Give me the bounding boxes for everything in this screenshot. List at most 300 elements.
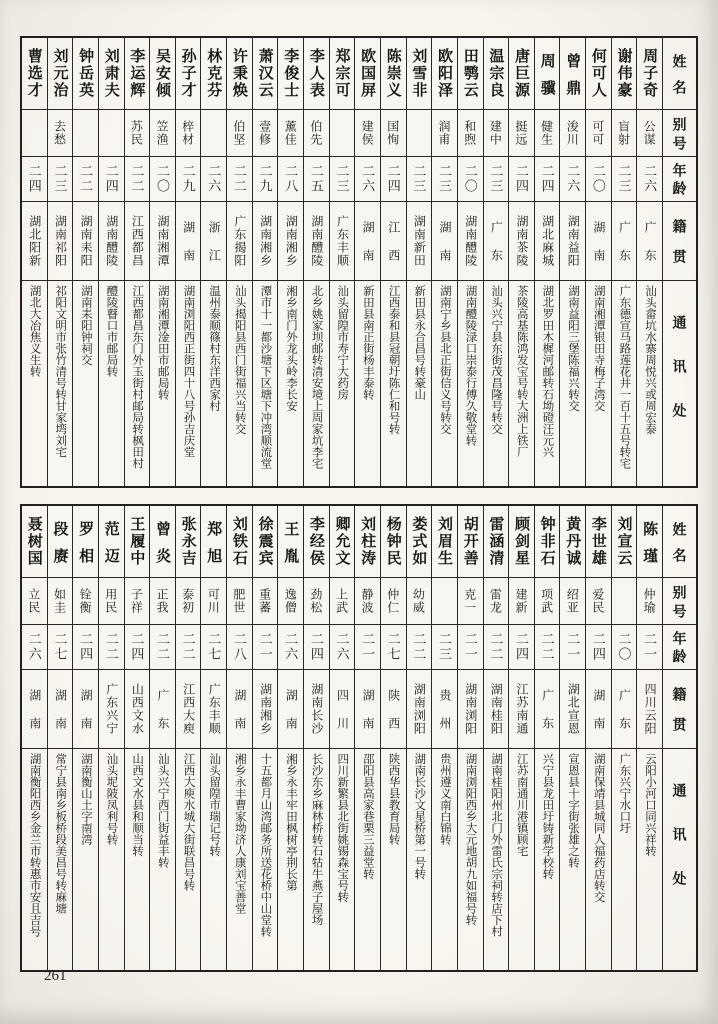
person-native-place: 湖南 bbox=[27, 689, 42, 745]
person-name: 刘雪非 bbox=[410, 48, 428, 99]
person-column bbox=[201, 38, 227, 486]
native-cell bbox=[381, 670, 406, 749]
person-address: 湖南湘潭淦田市邮局转 bbox=[156, 285, 169, 400]
address-cell bbox=[201, 749, 226, 970]
name-cell bbox=[355, 38, 380, 110]
person-alias: 国恂 bbox=[385, 120, 400, 146]
native-cell bbox=[176, 670, 201, 749]
age-cell bbox=[253, 625, 278, 670]
alias-cell bbox=[201, 578, 226, 625]
person-native-place: 广东兴宁 bbox=[104, 683, 119, 735]
age-cell bbox=[509, 157, 534, 202]
person-alias: 润甫 bbox=[437, 120, 452, 146]
address-cell bbox=[176, 749, 201, 970]
person-alias: 肥世 bbox=[231, 588, 246, 614]
address-cell bbox=[509, 749, 534, 970]
person-age: 二九 bbox=[180, 164, 196, 194]
name-cell bbox=[227, 506, 252, 578]
native-cell bbox=[612, 202, 637, 281]
person-address: 山西文水县和顺当转 bbox=[131, 753, 144, 857]
name-cell bbox=[176, 38, 201, 110]
person-name: 吴安倾 bbox=[154, 48, 171, 99]
person-address: 湘乡永丰曹家坳济人康刘宝善堂 bbox=[233, 753, 246, 914]
header-alias-label: 别号 bbox=[671, 584, 688, 623]
name-cell bbox=[355, 506, 380, 578]
person-age: 二一 bbox=[360, 632, 376, 662]
age-cell bbox=[150, 157, 175, 202]
person-name: 顾剑星 bbox=[512, 516, 530, 567]
address-cell bbox=[278, 281, 303, 486]
age-cell bbox=[125, 157, 150, 202]
age-cell bbox=[99, 625, 124, 670]
native-cell bbox=[22, 670, 47, 749]
age-cell bbox=[586, 157, 611, 202]
native-cell bbox=[407, 670, 432, 749]
person-alias: 笠渔 bbox=[155, 120, 169, 146]
person-native-place: 湖南醴陵 bbox=[463, 215, 478, 267]
person-age: 二四 bbox=[103, 164, 119, 194]
alias-cell bbox=[535, 110, 560, 157]
person-address: 醴陵瞽口市邮局转 bbox=[105, 285, 118, 377]
address-cell bbox=[73, 749, 98, 970]
person-column bbox=[99, 506, 125, 970]
person-native-place: 贵州 bbox=[438, 689, 453, 745]
header-age-label: 年龄 bbox=[671, 631, 688, 667]
age-cell bbox=[176, 625, 201, 670]
alias-cell bbox=[432, 110, 457, 157]
person-native-place: 湖南湘潭 bbox=[156, 215, 170, 267]
person-native-place: 湖北麻城 bbox=[540, 215, 555, 267]
person-alias: 健生 bbox=[539, 120, 554, 146]
header-address-cell bbox=[663, 749, 696, 970]
native-cell bbox=[535, 670, 560, 749]
native-cell bbox=[535, 202, 560, 281]
header-name-label: 姓名 bbox=[671, 53, 688, 106]
address-cell bbox=[432, 749, 457, 970]
person-name: 罗相 bbox=[77, 520, 95, 575]
person-native-place: 湖南 bbox=[361, 689, 376, 745]
person-age: 二二 bbox=[129, 164, 145, 194]
person-alias: 用民 bbox=[103, 588, 118, 614]
person-address: 宣恩县十字街张雄之转 bbox=[567, 753, 580, 868]
name-cell bbox=[253, 506, 278, 578]
address-cell bbox=[407, 281, 432, 486]
person-address: 茶陵高基陈鸿发宝号转大洲上铁厂 bbox=[515, 285, 528, 458]
person-name: 聂树国 bbox=[25, 516, 43, 567]
person-column bbox=[458, 38, 484, 486]
alias-cell bbox=[637, 110, 662, 157]
header-native-cell bbox=[663, 202, 696, 281]
person-address: 广东兴宁水口圩 bbox=[618, 753, 631, 834]
person-address: 湖北罗田木樨河邮转石坳磴汪元兴 bbox=[541, 285, 554, 458]
person-alias: 可可 bbox=[590, 120, 605, 146]
person-address: 祁阳文明市张竹清号转甘家塆刘宅 bbox=[54, 285, 67, 458]
address-cell bbox=[304, 281, 329, 486]
native-cell bbox=[125, 670, 150, 749]
person-name: 郑宗可 bbox=[333, 48, 351, 99]
person-name: 何可人 bbox=[589, 48, 607, 99]
alias-cell bbox=[586, 578, 611, 625]
person-address: 潭市十一都沙塘下区塘下冲湾顺流堂 bbox=[259, 285, 272, 469]
address-cell bbox=[432, 281, 457, 486]
age-cell bbox=[227, 157, 252, 202]
age-cell bbox=[227, 625, 252, 670]
person-name: 李俊士 bbox=[282, 48, 300, 99]
person-column bbox=[637, 506, 663, 970]
person-name: 曾炎 bbox=[154, 520, 171, 575]
header-age-cell bbox=[663, 157, 696, 202]
age-cell bbox=[407, 157, 432, 202]
address-cell bbox=[535, 749, 560, 970]
person-native-place: 广东 bbox=[540, 689, 555, 745]
name-cell bbox=[22, 506, 47, 578]
person-age: 二一 bbox=[565, 632, 581, 662]
person-address: 湖北大冶焦义生转 bbox=[28, 285, 41, 377]
person-name: 张永吉 bbox=[179, 516, 197, 567]
address-cell bbox=[586, 749, 611, 970]
person-name: 谢伟豪 bbox=[615, 48, 633, 99]
person-age: 二二 bbox=[180, 632, 196, 662]
person-native-place: 湖南长沙 bbox=[309, 683, 324, 735]
person-alias: 爱民 bbox=[590, 588, 605, 614]
person-address: 邵阳县高家巷栗三益堂转 bbox=[361, 753, 374, 880]
address-cell bbox=[407, 749, 432, 970]
age-cell bbox=[432, 625, 457, 670]
age-cell bbox=[484, 625, 509, 670]
native-cell bbox=[586, 670, 611, 749]
person-native-place: 江西都昌 bbox=[130, 215, 145, 267]
person-column bbox=[253, 506, 279, 970]
name-cell bbox=[407, 38, 432, 110]
person-age: 二三 bbox=[488, 164, 504, 194]
person-column bbox=[330, 506, 356, 970]
native-cell bbox=[73, 202, 98, 281]
name-cell bbox=[201, 38, 226, 110]
alias-cell bbox=[253, 110, 278, 157]
name-cell bbox=[432, 38, 457, 110]
person-native-place: 广东丰顺 bbox=[207, 683, 222, 735]
person-address: 贵州遵义南白锦转 bbox=[438, 753, 451, 845]
name-cell bbox=[48, 38, 73, 110]
alias-cell bbox=[150, 110, 175, 157]
address-cell bbox=[458, 281, 483, 486]
person-native-place: 湖南 bbox=[438, 221, 453, 277]
person-address: 新田县南正街杨丰泰转 bbox=[361, 285, 374, 400]
person-name: 曾鼎 bbox=[564, 52, 582, 107]
native-cell bbox=[304, 202, 329, 281]
native-cell bbox=[355, 670, 380, 749]
person-address: 汕头揭阳县西门街福兴当转交 bbox=[233, 285, 246, 435]
person-address: 湖南桂阳州北门外雷氏宗祠转店下村 bbox=[490, 753, 503, 937]
address-cell bbox=[125, 281, 150, 486]
header-alias-label: 别号 bbox=[671, 116, 688, 155]
age-cell bbox=[612, 157, 637, 202]
person-address: 湖南醴陵渌口崇泰行傅久敬堂转 bbox=[464, 285, 477, 446]
person-column bbox=[560, 38, 586, 486]
address-cell bbox=[484, 749, 509, 970]
person-name: 唐巨源 bbox=[512, 48, 530, 99]
person-alias: 去愁 bbox=[52, 120, 67, 146]
person-address: 湖南宁乡县北正街信义号转交 bbox=[438, 285, 451, 435]
person-alias: 浚川 bbox=[565, 120, 580, 146]
person-column bbox=[407, 38, 433, 486]
person-name: 李世雄 bbox=[589, 516, 607, 567]
native-cell bbox=[278, 202, 303, 281]
native-cell bbox=[99, 670, 124, 749]
person-name: 刘柱涛 bbox=[359, 516, 377, 567]
person-native-place: 广东揭阳 bbox=[232, 215, 247, 267]
alias-cell bbox=[330, 110, 355, 157]
alias-cell bbox=[586, 110, 611, 157]
address-cell bbox=[612, 281, 637, 486]
person-age: 二二 bbox=[411, 632, 427, 662]
alias-cell bbox=[227, 578, 252, 625]
age-cell bbox=[201, 157, 226, 202]
person-column bbox=[125, 506, 151, 970]
age-cell bbox=[99, 157, 124, 202]
person-name: 范迈 bbox=[102, 520, 120, 575]
person-name: 刘眉生 bbox=[436, 516, 454, 567]
person-age: 二四 bbox=[513, 632, 529, 662]
person-name: 钟岳英 bbox=[77, 48, 95, 99]
person-alias: 公谋 bbox=[642, 120, 657, 146]
person-age: 二四 bbox=[308, 632, 324, 662]
person-age: 二二 bbox=[155, 632, 170, 662]
person-name: 刘铁石 bbox=[230, 516, 248, 567]
name-cell bbox=[560, 38, 585, 110]
address-cell bbox=[509, 281, 534, 486]
person-age: 二四 bbox=[129, 632, 145, 662]
person-name: 田鹗云 bbox=[461, 48, 479, 99]
native-cell bbox=[509, 670, 534, 749]
age-cell bbox=[355, 157, 380, 202]
alias-cell bbox=[381, 578, 406, 625]
address-cell bbox=[227, 281, 252, 486]
name-cell bbox=[73, 506, 98, 578]
person-column bbox=[278, 506, 304, 970]
native-cell bbox=[150, 202, 175, 281]
person-column bbox=[150, 38, 176, 486]
person-column bbox=[227, 38, 253, 486]
person-column bbox=[586, 38, 612, 486]
person-age: 二八 bbox=[231, 632, 247, 662]
name-cell bbox=[560, 506, 585, 578]
alias-cell bbox=[509, 110, 534, 157]
age-cell bbox=[330, 625, 355, 670]
header-address-cell bbox=[663, 281, 696, 486]
person-column bbox=[48, 506, 74, 970]
person-native-place: 江苏南通 bbox=[514, 683, 529, 735]
person-column bbox=[73, 38, 99, 486]
person-address: 四川新繁县北街姚锡森宝号转 bbox=[336, 753, 349, 903]
native-cell bbox=[560, 202, 585, 281]
age-cell bbox=[560, 625, 585, 670]
person-name: 杨钟民 bbox=[384, 516, 402, 567]
alias-cell bbox=[150, 578, 175, 625]
person-name: 欧阳泽 bbox=[436, 48, 454, 99]
address-cell bbox=[125, 749, 150, 970]
native-cell bbox=[612, 670, 637, 749]
name-cell bbox=[535, 506, 560, 578]
person-native-place: 湖北阳新 bbox=[27, 215, 42, 267]
alias-cell bbox=[612, 578, 637, 625]
native-cell bbox=[253, 202, 278, 281]
person-alias: 泰初 bbox=[180, 588, 195, 614]
alias-cell bbox=[278, 578, 303, 625]
person-address: 长沙东乡麻林桥转石牯牛燕子屋场 bbox=[310, 753, 323, 926]
person-native-place: 浙江 bbox=[207, 221, 222, 277]
alias-cell bbox=[560, 578, 585, 625]
person-name: 温宗良 bbox=[487, 48, 505, 99]
person-name: 曹选才 bbox=[25, 48, 43, 99]
person-alias: 绍亚 bbox=[565, 588, 580, 614]
native-cell bbox=[99, 202, 124, 281]
person-alias: 子祥 bbox=[129, 588, 144, 614]
person-age: 二四 bbox=[385, 164, 401, 194]
person-column bbox=[381, 506, 407, 970]
name-cell bbox=[612, 38, 637, 110]
person-address: 江西大庾水城大街联昌号转 bbox=[182, 753, 195, 891]
person-column bbox=[176, 506, 202, 970]
native-cell bbox=[48, 202, 73, 281]
person-native-place: 山西文水 bbox=[130, 683, 145, 735]
age-cell bbox=[48, 157, 73, 202]
person-native-place: 广东 bbox=[643, 221, 658, 277]
native-cell bbox=[381, 202, 406, 281]
person-native-place: 湖南湘乡 bbox=[258, 683, 273, 735]
person-column bbox=[432, 506, 458, 970]
address-cell bbox=[484, 281, 509, 486]
person-address: 汕头坭陂凤利号转 bbox=[105, 753, 118, 845]
age-cell bbox=[381, 157, 406, 202]
person-name: 林克芬 bbox=[205, 48, 223, 99]
person-address: 广东德宣马路莲花井一百十五号转宅 bbox=[618, 285, 631, 469]
person-age: 二六 bbox=[642, 164, 658, 194]
header-native-label: 籍贯 bbox=[671, 687, 688, 747]
alias-cell bbox=[458, 110, 483, 157]
name-cell bbox=[484, 506, 509, 578]
age-cell bbox=[407, 625, 432, 670]
name-cell bbox=[637, 38, 662, 110]
person-native-place: 湖南浏阳 bbox=[412, 683, 427, 735]
person-alias: 伯先 bbox=[308, 120, 323, 146]
age-cell bbox=[125, 625, 150, 670]
person-address: 常宁县南乡板桥段美昌号转麻塘 bbox=[54, 753, 67, 914]
address-cell bbox=[73, 281, 98, 486]
alias-cell bbox=[381, 110, 406, 157]
person-column bbox=[612, 506, 638, 970]
person-age: 二〇 bbox=[155, 164, 170, 194]
header-name-cell bbox=[663, 38, 696, 110]
native-cell bbox=[637, 202, 662, 281]
person-column bbox=[253, 38, 279, 486]
address-cell bbox=[560, 749, 585, 970]
alias-cell bbox=[407, 578, 432, 625]
native-cell bbox=[432, 202, 457, 281]
roster-table-bottom bbox=[20, 504, 698, 972]
person-address: 湖南衡山土字南湾 bbox=[79, 753, 92, 845]
name-cell bbox=[278, 38, 303, 110]
person-age: 二〇 bbox=[462, 164, 478, 194]
person-age: 二六 bbox=[360, 164, 376, 194]
person-alias: 上武 bbox=[334, 588, 349, 614]
person-address: 湘乡南门外龙头岭李长安 bbox=[285, 285, 297, 412]
name-cell bbox=[176, 506, 201, 578]
alias-cell bbox=[201, 110, 226, 157]
alias-cell bbox=[637, 578, 662, 625]
person-column bbox=[509, 506, 535, 970]
roster-table-top bbox=[20, 36, 698, 488]
person-age: 二六 bbox=[206, 164, 222, 194]
alias-cell bbox=[22, 578, 47, 625]
person-native-place: 广东 bbox=[156, 689, 170, 745]
person-address: 温州泰顺篠村东洋西家村 bbox=[208, 285, 221, 412]
age-cell bbox=[253, 157, 278, 202]
address-cell bbox=[535, 281, 560, 486]
person-address: 陕西华县教育局转 bbox=[387, 753, 400, 845]
alias-cell bbox=[99, 110, 124, 157]
address-cell bbox=[22, 749, 47, 970]
address-cell bbox=[253, 749, 278, 970]
native-cell bbox=[432, 670, 457, 749]
person-column bbox=[22, 506, 48, 970]
person-alias: 薰佳 bbox=[283, 120, 298, 146]
header-address-label: 通讯处 bbox=[671, 315, 688, 447]
age-cell bbox=[458, 625, 483, 670]
name-cell bbox=[612, 506, 637, 578]
person-age: 二七 bbox=[206, 632, 222, 662]
address-cell bbox=[99, 749, 124, 970]
person-column bbox=[586, 506, 612, 970]
person-column bbox=[73, 506, 99, 970]
person-column bbox=[125, 38, 151, 486]
alias-cell bbox=[99, 578, 124, 625]
person-age: 二三 bbox=[437, 164, 453, 194]
person-column bbox=[99, 38, 125, 486]
address-cell bbox=[330, 281, 355, 486]
native-cell bbox=[48, 670, 73, 749]
person-column bbox=[484, 506, 510, 970]
person-age: 二八 bbox=[283, 164, 299, 194]
native-cell bbox=[73, 670, 98, 749]
person-column bbox=[407, 506, 433, 970]
age-cell bbox=[201, 625, 226, 670]
person-age: 二二 bbox=[78, 164, 94, 194]
person-name: 孙子才 bbox=[179, 48, 197, 99]
native-cell bbox=[150, 670, 175, 749]
person-name: 胡开善 bbox=[461, 516, 479, 567]
person-alias: 挺远 bbox=[513, 120, 528, 146]
header-address-label: 通讯处 bbox=[671, 783, 688, 915]
name-cell bbox=[535, 38, 560, 110]
native-cell bbox=[484, 670, 509, 749]
person-name: 雷涵清 bbox=[487, 516, 505, 567]
person-age: 二六 bbox=[334, 632, 350, 662]
person-name: 李运辉 bbox=[128, 48, 146, 99]
age-cell bbox=[535, 625, 560, 670]
person-alias: 仲瑜 bbox=[642, 588, 657, 614]
person-native-place: 广东 bbox=[617, 689, 632, 745]
header-native-label: 籍贯 bbox=[671, 219, 688, 279]
native-cell bbox=[330, 670, 355, 749]
age-cell bbox=[73, 157, 98, 202]
person-name: 陈瑾 bbox=[641, 520, 659, 575]
age-cell bbox=[535, 157, 560, 202]
person-name: 卿允文 bbox=[333, 516, 351, 567]
person-name: 徐震宾 bbox=[256, 516, 274, 567]
person-alias: 壹修 bbox=[257, 120, 272, 146]
header-name-label: 姓名 bbox=[671, 521, 688, 574]
